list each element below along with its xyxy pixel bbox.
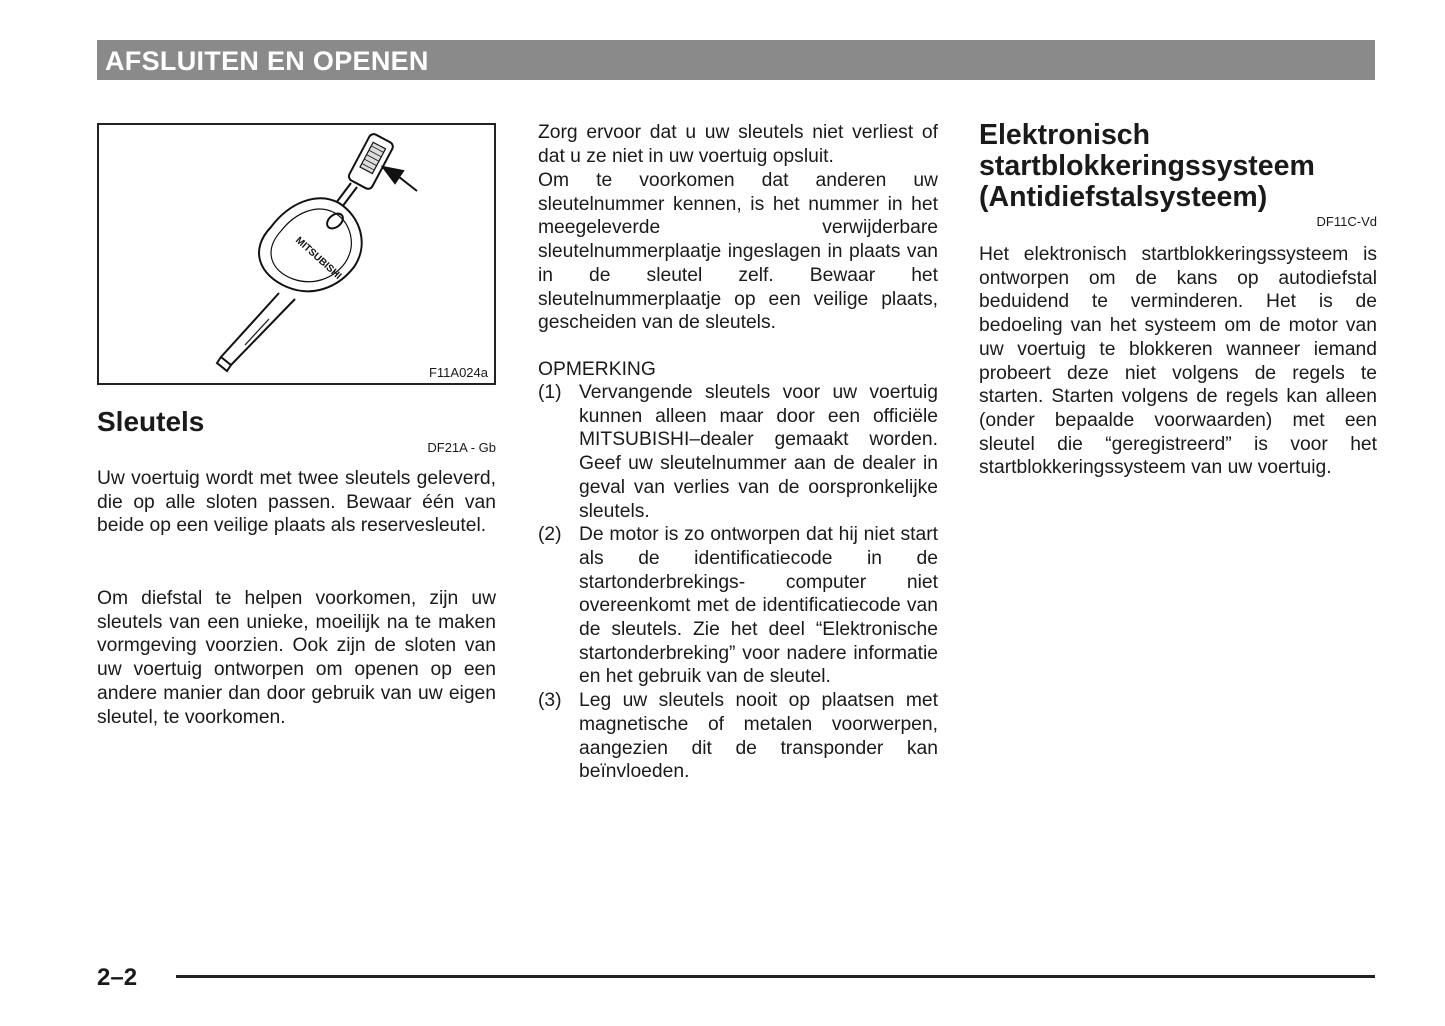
note-number: (1) [538,382,562,403]
heading-line: (Antidiefstalsysteem) [979,181,1268,213]
note-title: OPMERKING [538,359,656,380]
paragraph-startblokkering: Het elektronisch startblokkeringssysteem is ontworpen om de kans op autodiefstal beduidend te verminderen. Het is de bedoeling van het systeem om de motor van uw voertuig te blokkeren wanneer iemand probeert deze niet volgens de regels te starten. Starten volgens de regels kan alleen (onder bepaalde voorwaarden) met een sleutel die “geregistreerd” is voor het startblokkeringssysteem van uw voertuig. [979,244,1377,479]
note-number: (3) [538,690,562,712]
paragraph-sleutels-1: Uw voertuig wordt met twee sleutels geleverd, die op alle sloten passen. Bewaar één van beide op een veilige plaats als reservesleutel. [97,468,496,537]
heading-sleutels: Sleutels [97,406,205,437]
note-text: Leg uw sleutels nooit op plaatsen met magnetische of metalen voorwerpen, aangezien dit de transponder kan beïnvloeden. [579,690,938,783]
page-number: 2–2 [97,964,138,991]
section-title: AFSLUITEN EN OPENEN [105,46,429,76]
section-code-sleutels: DF21A - Gb [427,440,496,455]
note-list [538,381,938,784]
note-item [538,523,938,689]
section-header-bar [97,40,1375,80]
key-drawing [99,125,494,383]
paragraph-sleutels-2: Om diefstal te helpen voorkomen, zijn uw sleutels van een unieke, moeilijk na te maken vormgeving voorzien. Ook zijn de sloten van uw voertuig ontworpen om openen op een andere manier dan door gebruik van uw eigen sleutel, te voorkomen. [97,588,496,728]
figure-code: F11A024a [428,365,488,380]
footer-rule [176,975,1375,978]
arrow-icon [383,167,417,191]
note-number: (2) [538,524,562,546]
note-item [538,689,938,784]
heading-startblokkering [979,120,1315,213]
paragraph-middle-2: Om te voorkomen dat anderen uw sleutelnummer kennen, is het nummer in het meegeleverde verwijderbare sleutelnummerplaatje ingeslagen in plaats van in de sleutel zelf. Bewaar het sleutelnummerplaatje op een veilige plaats, gescheiden van de sleutels. [538,170,938,334]
paragraph-middle-1: Zorg ervoor dat u uw sleutels niet verliest of dat u ze niet in uw voertuig opsluit. [538,122,938,167]
heading-line: Elektronisch [979,119,1151,151]
heading-line: startblokkeringssysteem [979,150,1315,182]
section-code-startblokkering: DF11C-Vd [1316,214,1377,229]
note-text: De motor is zo ontworpen dat hij niet start als de identificatiecode in de startonderbrekings- computer niet overeenkomt met de identificatiecode van de sleutels. Zie het deel “Elektronische startonderbreking” voor nadere informatie en het gebruik van de sleutel. [579,524,938,688]
key-brand-label: MITSUBISHI [292,235,344,282]
note-text: Vervangende sleutels voor uw voertuig kunnen alleen maar door een officiële MITSUBISHI–dealer gemaakt worden. Geef uw sleutelnummer aan de dealer in geval van verlies van de oorspronkelijke sleutels. [579,382,938,522]
key-illustration [97,123,496,385]
note-item [538,381,938,523]
